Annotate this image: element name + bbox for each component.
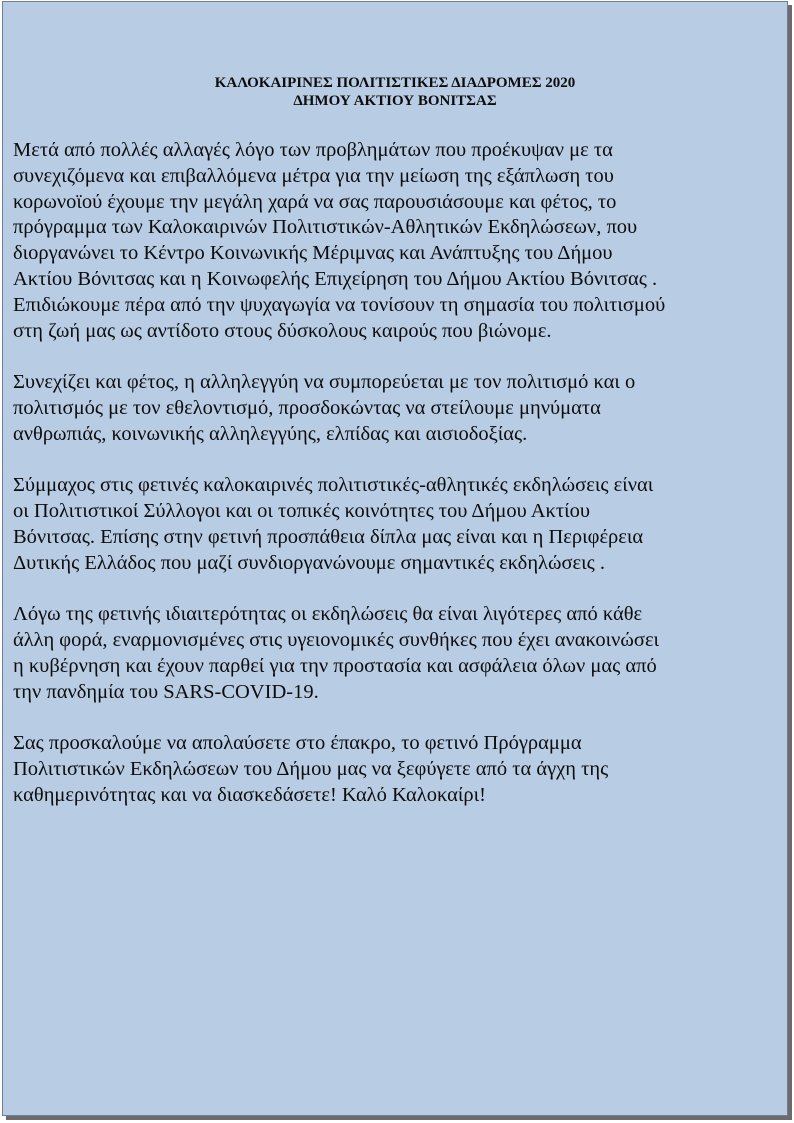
text-line: στη ζωή μας ως αντίδοτο στους δύσκολους καιρούς που βιώνομε. [13, 319, 552, 342]
text-line: Μετά από πολλές αλλαγές λόγο των προβλημάτων που προέκυψαν με τα [13, 139, 613, 161]
text-line: Ακτίου Βόνιτσας και η Κοινωφελής Επιχείρηση του Δήμου Ακτίου Βόνιτσας . [13, 267, 658, 290]
text-line: καθημερινότητας και να διασκεδάσετε! Καλό Καλοκαίρι! [13, 783, 486, 806]
text-line: Πολιτιστικών Εκδηλώσεων του Δήμου μας να ξεφύγετε από τα άγχη της [13, 758, 609, 781]
text-line: Βόνιτσας. Επίσης στην φετινή προσπάθεια δίπλα μας είναι και η Περιφέρεια [13, 525, 644, 548]
text-line: οι Πολιτιστικοί Σύλλογοι και οι τοπικές κοινότητες του Δήμου Ακτίου [13, 500, 591, 523]
text-line: συνεχιζόμενα και επιβαλλόμενα μέτρα για την μείωση της εξάπλωση του [13, 164, 614, 187]
text-line: πρόγραμμα των Καλοκαιρινών Πολιτιστικών-Αθλητικών Εκδηλώσεων, που [13, 216, 638, 239]
text-line: η κυβέρνηση και έχουν παρθεί για την προστασία και ασφάλεια όλων μας από [13, 654, 657, 677]
text-box [2, 1, 788, 1116]
text-line: Επιδιώκουμε πέρα από την ψυχαγωγία να τονίσουν τη σημασία του πολιτισμού [13, 293, 666, 316]
document-body [13, 138, 789, 835]
text-line: Λόγω της φετινής ιδιαιτερότητας οι εκδηλώσεις θα είναι λιγότερες από κάθε [13, 603, 643, 626]
paragraph-partners [13, 473, 789, 576]
title-line-1: ΚΑΛΟΚΑΙΡΙΝΕΣ ΠΟΛΙΤΙΣΤΙΚΕΣ ΔΙΑΔΡΟΜΕΣ 2020 [214, 75, 576, 91]
text-line: Συνεχίζει και φέτος, η αλληλεγγύη να συμπορεύεται με τον πολιτισμό και ο [13, 371, 636, 394]
text-line: ανθρωπιάς, κοινωνικής αλληλεγγύης, ελπίδας και αισιοδοξίας. [13, 422, 528, 445]
text-line: πολιτισμός με τον εθελοντισμό, προσδοκώντας να στείλουμε μηνύματα [13, 396, 601, 419]
text-line: διοργανώνει το Κέντρο Κοινωνικής Μέριμνας και Ανάπτυξης του Δήμου [13, 242, 613, 265]
text-line: την πανδημία του SARS-COVID-19. [13, 680, 319, 703]
text-line: Δυτικής Ελλάδος που μαζί συνδιοργανώνουμε σημαντικές εκδηλώσεις . [13, 551, 606, 574]
text-line: Σύμμαχος στις φετινές καλοκαιρινές πολιτιστικές-αθλητικές εκδηλώσεις είναι [13, 474, 654, 497]
paragraph-intro [13, 138, 789, 344]
paragraph-invitation [13, 731, 789, 808]
paragraph-covid-measures [13, 602, 789, 705]
title-line-2: ΔΗΜΟΥ ΑΚΤΙΟΥ ΒΟΝΙΤΣΑΣ [293, 93, 497, 109]
text-line: Σας προσκαλούμε να απολαύσετε στο έπακρο, το φετινό Πρόγραμμα [13, 732, 582, 755]
text-line: κορωνοϊού έχουμε την μεγάλη χαρά να σας παρουσιάσουμε και φέτος, το [13, 190, 617, 213]
document-title [3, 74, 787, 110]
paragraph-solidarity [13, 370, 789, 447]
text-line: άλλη φορά, εναρμονισμένες στις υγειονομικές συνθήκες που έχει ανακοινώσει [13, 629, 660, 652]
